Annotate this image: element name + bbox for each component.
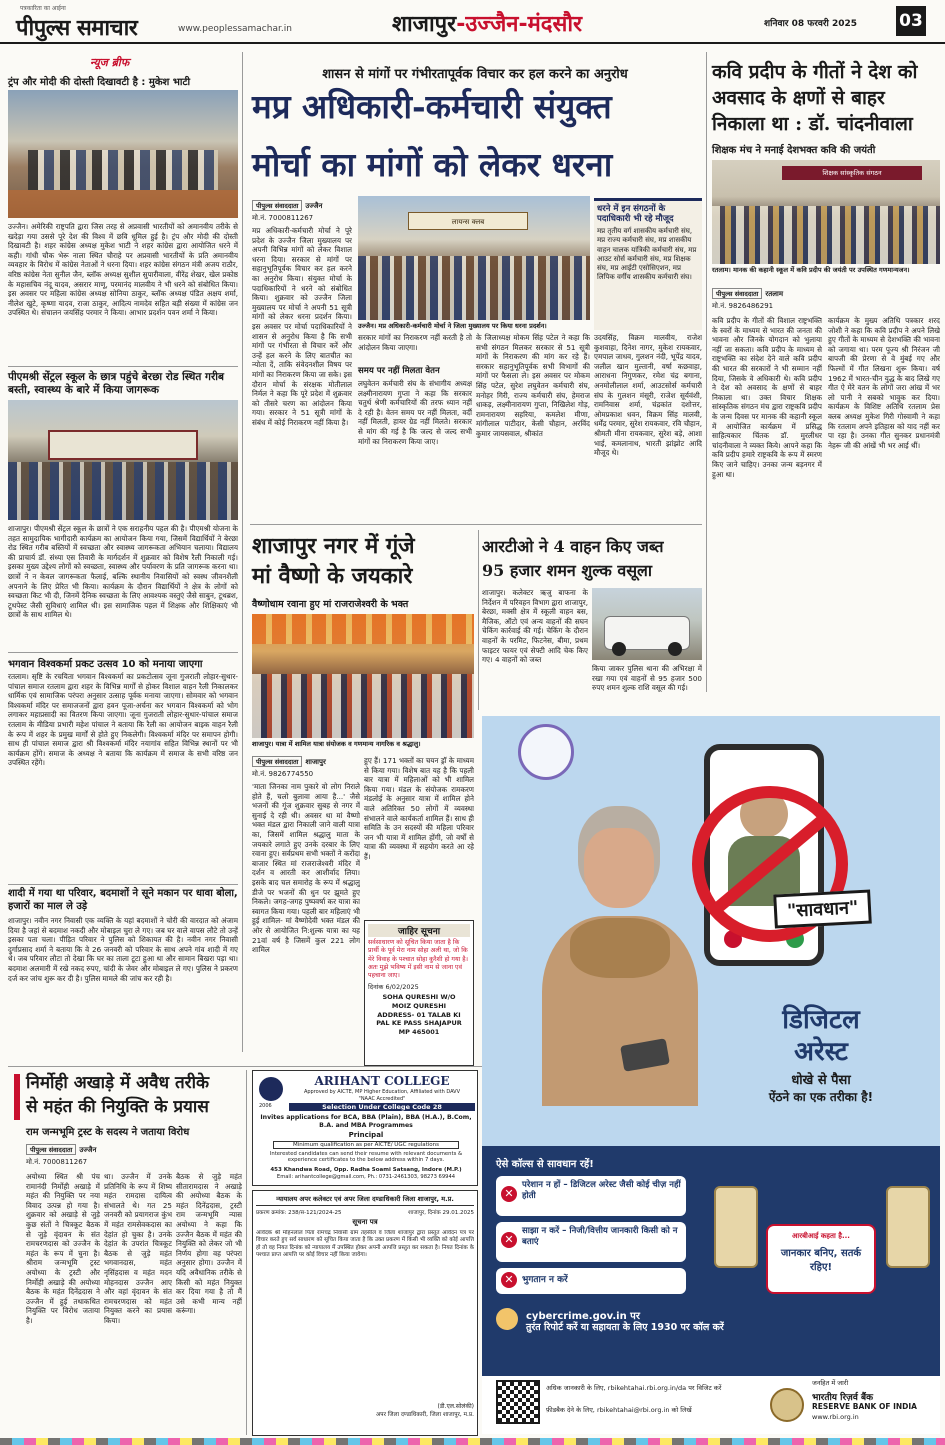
lead-photo bbox=[358, 196, 590, 320]
rto-body-2: किया जाकर पुलिस थाना की अभिरक्षा में रखा गया एवं वाहनों से 95 हजार 500 रुपए शमन शुल्क राशि वसूल की गई। bbox=[592, 664, 702, 693]
column-rule bbox=[242, 52, 243, 1052]
money-roll-icon bbox=[714, 1186, 758, 1268]
vishwakarma-body: रतलाम। सृष्टि के रचयिता भगवान विश्वकर्मा का प्रकटोत्सव जूना गुजराती लोहार-सुथार-पांचाल समाज रतलाम द्वारा शहर के विभिन्न मार्गों से होकर विशाल वाहन रैली निकालकर धार्मिक एवं सामाजिक परंपरा अनुसार उत्साह पूर्वक मनाया जाएगा। सोमवार को भगवान विश्वकर्मा मंदिर पर समाजजनों द्वारा हवन पूजा-अर्चना कर भगवान विश्वकर्मा को भोग लगाकर महाप्रसादी का वितरण किया जाएगा। जूना गुजराती लोहार-सुथार-पांचाल समाज रतलाम के मीडिया प्रभारी महेश पांचाल ने बताया कि रैली का आयोजन बाइक वाहन रैली के रूप में शहर के प्रमुख मार्गों से होते हुए निकलेगी। विश्वकर्मा मंदिर पर समापन होगी। साथ ही पांचाल समाज द्वारा श्री विश्वकर्मा मंदिर नयागांव सहित विभिन्न स्थानों पर भी कार्यक्रम होंगे। समाज के अध्यक्ष ने बताया कि कार्यक्रम में समाज के सभी वरिष्ठ जन उपस्थित रहेंगे। bbox=[8, 672, 238, 768]
cross-icon: ✕ bbox=[501, 1186, 517, 1202]
notice-addr-1: ADDRESS- 01 TALAB KI bbox=[377, 1010, 461, 1019]
lead-mobile: मो.नं. 7000811267 bbox=[252, 214, 314, 222]
notice-box bbox=[364, 920, 474, 1066]
cyber-text: तुरंत रिपोर्ट करें या सहायता के लिए 1930 पर कॉल करें bbox=[526, 1322, 724, 1333]
lead-col4: उदयसिंह, विक्रम मालवीय, राजेश कुशवाहा, दिनेश नागर, मुकेश रायकवार, एमपाल जाधव, गुलशन नंदी, भूपेंद्र यादव, जलील खान मुल्तानी, वर्षा कछवाहा, आराधना निगुणकर, रमेश चंद्र बगाना, अनमोलीलाल शर्मा, आउटसोर्स कर्मचारी संघ के गुलशन मंसूरी, राजेश सूर्यवंशी, रामनिवास शर्मा, चंद्रकांत दशोत्तर, ओमप्रकाश धवन, विक्रम सिंह मालवी, धर्मेंद्र परमार, सुरेश रायकवार, रवि चौहान, श्रीमती मीना रायकवार, सुरेश बड़े, आशा भाई, कमलानाथ, भारती झांझोट आदि मौजूद थे। bbox=[594, 333, 702, 458]
column-rule bbox=[246, 1070, 247, 1435]
notice-name-1: SOHA QURESHI W/O bbox=[382, 993, 456, 1002]
print-registration bbox=[0, 1438, 945, 1445]
lead-caption: उज्जैन। मप्र अधिकारी-कर्मचारी मोर्चा ने जिला मुख्यालय पर किया धरना प्रदर्शन। bbox=[358, 322, 547, 330]
nirmohi-body-3: बैठक से जुड़े महंत सीतारामदास ने अखाड़े की अयोध्या बैठक के महंत दिनेंद्रदास, ट्रस्टी राम जन्मभूमि न्यास अयोध्या ने कहा कि उज्जैन बैठक में महंत की नियुक्ति को लेकर जो भी निर्णय होगा वह परंपरा अनुसार होगा। उज्जैन में यदि अवैधानिक तरीके से किसी को महंत नियुक्त कर दिया गया है तो मैं उसे कभी मान्य नहीं करूंगा। bbox=[176, 1172, 242, 1316]
issued-by: जनहित में जारी bbox=[812, 1379, 849, 1387]
nirmohi-kicker: राम जन्मभूमि ट्रस्ट के सदस्य ने जताया विरोध bbox=[26, 1127, 190, 1138]
rbi-ad[interactable] bbox=[482, 716, 940, 1434]
tip-1 bbox=[496, 1176, 686, 1216]
notice-addr-3: MP 465001 bbox=[398, 1027, 440, 1036]
bank-name-hi: भारतीय रिज़र्व बैंक bbox=[812, 1393, 874, 1403]
ad-subtitle-2: ऐंठने का एक तरीका है! bbox=[768, 1090, 874, 1104]
shajapur-body-1: 'माता जिनका नाम पुकारे वो लोग निराले होते हैं, चलो बुलावा आया है...' जैसे भजनों की गूंज शुक्रवार सुबह से नगर में सुनाई दे रही थी। अवसर था मां वैष्णो भक्त मंडल द्वारा निकाली जाने वाली यात्रा का, जिसमें शामिल श्रद्धालु माता के जयकारे लगाते हुए उनके दरबार के लिए रवाना हुए। सर्वप्रथम सभी भक्तों ने करोंदा बाजार स्थित मां राजराजेश्वरी मंदिर में दर्शन व आरती कर आशीर्वाद लिया। इसके बाद चल समारोह के रूप में श्रद्धालु डीजे पर भजनों की धुन पर झूमते हुए निकले। जगह-जगह पुष्पवर्षा कर यात्रा का स्वागत किया गया। पहली बार महिलाएं भी हुई शामिल- मां वैष्णोदेवी भक्त मंडल की ओर से आयोजित नि:शुल्क यात्रा का यह 21वां वर्ष है जिसमें कुल 221 लोग शामिल bbox=[252, 782, 360, 955]
lead-col2: सरकार मांगों का निराकरण नहीं करती है तो आंदोलन किया जाएगा। bbox=[358, 333, 472, 352]
nirmohi-body-2: था। उज्जैन में उनके प्रतिनिधि के रूप में शिष्य महंत रामदास दायित्व संभालते थे। गत 25 जनवरी को प्रयागराज कुंभ में महंत रामसेवकदास का देहांत हो चुका है। उनके देहांत के उपरांत चित्रकूट बैठक से जुड़े महंत भगवानदास, महंत नृसिंहदास व महंत मदन मोहनदास उज्जैन आए और वहां वृंदावन के संत रामचरणदास को महंत नियुक्त करने का प्रयास किया। bbox=[104, 1172, 172, 1325]
divider bbox=[8, 652, 238, 653]
lead-body-1: मप्र अधिकारी-कर्मचारी मोर्चा ने पूरे प्रदेश के उज्जैन जिला मुख्यालय पर अपनी विभिन्न मांगों को लेकर विशाल धरना दिया। सरकार से मांगों पर सहानुभूतिपूर्वक विचार कर हल करने का अनुरोध किया। संयुक्त मोर्चा के पदाधिकारियों ने धरने को संबोधित किया। शुक्रवार को उज्जैन जिला मुख्यालय पर मोर्चा ने अपनी 51 सूत्री मांगों को लेकर धरना प्रदर्शन किया। इस अवसर पर मोर्चा पदाधिकारियों ने शासन से अनुरोध किया है कि सभी मांगों पर गंभीरता से विचार करें और उन्हें हल करने के लिए बातचीत का न्योता दें, ताकि संवेदनशील विषय पर मांगों का निराकरण किया जा सके। इस दौरान मोर्चा के संरक्षक मोतीलाल निर्मल ने कहा कि पूरे प्रदेश में शुक्रवार को तीसरे चरण का आंदोलन किया गया। सरकार ने 51 सूत्री मांगों के संबंध में कोई निराकरण नहीं किया है। bbox=[252, 226, 352, 427]
court-signature: (डी.एल.सोलंकी) bbox=[437, 1403, 474, 1410]
notice-title: जाहिर सूचना bbox=[368, 924, 470, 937]
kavi-photo bbox=[712, 160, 940, 264]
court-case-no: प्रकरण क्रमांक: 238/स-121/2024-25 bbox=[256, 1210, 342, 1216]
arihant-approved: Approved by AICTE, MP Higher Education, Affiliated with DAVV bbox=[303, 1089, 461, 1095]
kavi-byline bbox=[712, 288, 783, 299]
arihant-name: ARIHANT COLLEGE bbox=[314, 1074, 450, 1088]
nirmohi-headline-1: निर्मोही अखाड़े में अवैध तरीके bbox=[26, 1073, 210, 1093]
lead-headline-1: मप्र अधिकारी-कर्मचारी संयुक्त bbox=[252, 87, 612, 126]
court-designation: अपर जिला दण्डाधिकारी, जिला शाजापुर, म.प्र. bbox=[375, 1412, 474, 1418]
sticker-line-1: आरबीआई कहता है... bbox=[792, 1232, 850, 1240]
arihant-naac: "NAAC Accredited" bbox=[358, 1096, 406, 1102]
shajapur-photo bbox=[252, 614, 474, 738]
shajapur-body-2: हुए हैं। 171 भक्तों का चयन ड्रॉ के माध्यम से किया गया। विशेष बात यह है कि पहली बार यात्रा में महिलाओं को भी शामिल किया गया। मंडल के संयोजक रामकरण मंडलोई के अनुसार यात्रा में शामिल होने वाले अतिरिक्त 50 लोगों में व्यवस्था संभालने वाले कार्यकर्ता शामिल हैं। साथ ही समिति के उन सदस्यों की महिला परिवार जन भी यात्रा में शामिल होंगी, जो वर्षों से यात्रा की व्यवस्था में सहयोग करते आ रहे हैं। bbox=[364, 756, 474, 861]
byline-name: पीपुल्स संवाददाता bbox=[252, 200, 302, 211]
court-header: न्यायालय अपर कलेक्टर एवं अपर जिला दण्डाधिकारी जिला शाजापुर, म.प्र. bbox=[256, 1194, 474, 1206]
marriage-headline: शादी में गया था परिवार, बदमाशों ने सूने मकान पर धावा बोला, हजारों का माल ले उड़े bbox=[8, 888, 238, 912]
vishwakarma-headline: भगवान विश्वकर्मा प्रकट उत्सव 10 को मनाया जाएगा bbox=[8, 659, 203, 670]
cross-icon: ✕ bbox=[501, 1272, 517, 1288]
kavi-caption: रतलाम। मानक की कहानी स्कूल में कवि प्रदीप की जयंती पर उपस्थित गणमान्यजन। bbox=[712, 266, 910, 274]
arihant-ad[interactable] bbox=[252, 1070, 478, 1186]
section-title-a: शाजापुर bbox=[392, 12, 457, 37]
cyber-url[interactable]: cybercrime.gov.in पर bbox=[526, 1311, 640, 1322]
calls-title: ऐसे कॉल्स से सावधान रहें! bbox=[496, 1159, 594, 1170]
campaign-logo bbox=[518, 724, 574, 780]
nirmohi-body-1: अयोध्या स्थित श्री पंच रामानंदी निर्मोही अखाड़े में महंत की नियुक्ति पर नया विवाद उत्पन्न हो गया है। शुक्रवार को अखाड़े से जुड़े कुछ संतों ने चित्रकूट बैठक से जुड़े वृंदावन के संत रामचरणदास को उज्जैन के महंत के रूप में चुना है। श्रीराम जन्मभूमि ट्रस्ट अयोध्या के ट्रस्टी और निर्मोही अखाड़े की अयोध्या बैठक के महंत दिनेंद्रदास ने उज्जैन में हुई तथाकथित नियुक्ति पर विरोध जताया है। bbox=[26, 1172, 100, 1325]
arihant-year: 2006 bbox=[259, 1103, 272, 1109]
pmshri-body: शाजापुर। पीएमश्री सेंट्रल स्कूल के छात्रों ने एक सराहनीय पहल की है। पीएमश्री योजना के तहत सामुदायिक भागीदारी कार्यक्रम का आयोजन किया गया, जिसमें विद्यार्थियों ने बेरछा रोड स्थित गरीब बस्तियों में स्वच्छता और स्वास्थ्य जागरूकता अभियान चलाया। विद्यालय की प्राचार्य डॉ. संध्या एस तिवारी के मार्गदर्शन में शुक्रवार को विशेष रैली निकाली गई। इसका मुख्य उद्देश्य लोगों को स्वच्छता, स्वास्थ्य और पर्यावरण के प्रति जागरूक करना था। छात्रों ने न केवल जागरूकता फैलाई, बल्कि स्थानीय निवासियों को स्वस्थ जीवनशैली अपनाने के लिए प्रेरित भी किया। कार्यक्रम के दौरान विद्यार्थियों ने क्षेत्र के लोगों को स्वच्छता किट भी दी, जिनमें दैनिक स्वच्छता के लिए आवश्यक वस्तुएं जैसे साबुन, टूथब्रश, टूथपेस्ट जैसी सुविधाएं शामिल थी। इस सामाजिक पहल में शिक्षक और शिक्षिकाएं भी छात्रों के साथ शामिल थे। bbox=[8, 524, 238, 620]
sticker bbox=[766, 1224, 876, 1294]
column-rule bbox=[478, 530, 479, 710]
shajapur-caption: शाजापुर। यात्रा में शामिल यात्रा संयोजक व गणमान्य नागरिक व श्रद्धालु। bbox=[252, 740, 421, 748]
brief-headline: ट्रंप और मोदी की दोस्ती दिखावटी है : मुकेश भाटी bbox=[8, 77, 191, 88]
byline-place: शाजापुर bbox=[305, 758, 326, 766]
rto-body-1: शाजापुर। कलेक्टर ऋजु बाफना के निर्देशन में परिवहन विभाग द्वारा शाजापुर, बेरछा, मक्सी क्षेत्र में स्कूली वाहन बस, मैजिक, ऑटो एवं अन्य वाहनों की सघन चेकिंग कार्रवाई की गई। चेकिंग के दौरान वाहनों के परमिट, फिटनेस, बीमा, प्रथम फाइटर फायर एवं सेफ्टी आदि चेक किए गए। 4 वाहनों को जब्त bbox=[482, 588, 588, 665]
notice-addr-2: PAL KE PASS SHAJAPUR bbox=[376, 1019, 462, 1028]
court-body: आवेदक श्री मोहनलाल पिता रामचंद्र निवासी ग्राम तहसील व जिला शाजापुर द्वारा प्रस्तुत आवेदन पत्र पर विचार करते हुए सर्व साधारण को सूचित किया जाता है कि उक्त प्रकरण में किसी भी व्यक्ति को कोई आपत्ति हो तो वह नियत दिनांक को न्यायालय में उपस्थित होकर अपनी आपत्ति प्रस्तुत कर सकता है। नियत दिनांक के पश्चात प्राप्त आपत्ति पर कोई विचार नहीं किया जावेगा। bbox=[256, 1230, 474, 1259]
marriage-body: शाजापुर। नवीन नगर निवासी एक व्यक्ति के यहां बदमाशों ने चोरी की वारदात को अंजाम दिया है जहां से बदमाश नकदी और मोबाइल चुरा ले गए। जब घर वाले वापस लौटे तो उन्हें इसका पता चला। पीड़ित परिवार ने पुलिस को शिकायत की है। नवीन नगर निवासी दुर्गाप्रसाद शर्मा ने बताया कि वे 26 जनवरी को परिवार के साथ अपने गांव शादी में गए थे। जब परिवार लौटा तो देखा कि घर का ताला टूटा हुआ था और सामान बिखरा पड़ा था। बदमाश अलमारी में रखे नकद रुपए, चांदी के जेवर और मोबाइल ले गए। पुलिस ने प्रकरण दर्ज कर जांच शुरू कर दी है। पुलिस मामले की जांच कर रही है। bbox=[8, 916, 238, 983]
notice-date: दिनांक 6/02/2025 bbox=[368, 983, 419, 992]
news-brief-label: न्यूज ब्रीफ bbox=[90, 56, 130, 69]
section-title-b: -उज्जैन-मंदसौर bbox=[456, 12, 583, 37]
court-title: सूचना पत्र bbox=[352, 1218, 378, 1226]
divider bbox=[8, 366, 238, 367]
notice-name-2: MOIZ QURESHI bbox=[391, 1002, 447, 1011]
arihant-invites: Invites applications for BCA, BBA (Plain), BBA (H.A.), B.Com, B.A. and MBA Programmes bbox=[260, 1114, 472, 1129]
court-notice bbox=[252, 1190, 478, 1436]
arihant-logo bbox=[259, 1077, 283, 1101]
rbi-logo-icon bbox=[770, 1388, 804, 1422]
nirmohi-mobile: मो.नं. 7000811267 bbox=[26, 1158, 88, 1166]
shajapur-headline-1: शाजापुर नगर में गूंजे bbox=[252, 533, 415, 559]
brief-body: उज्जैन। अमेरिकी राष्ट्रपति द्वारा जिस तरह से अप्रवासी भारतीयों को अमानवीय तरीके से खदेड़ा गया उससे पूरे देश की विश्व में छवि धूमिल हुई है। ट्रंप और मोदी की दोस्ती दिखावटी है। शहर कांग्रेस अध्यक्ष मुकेश भाटी ने शहर कांग्रेस द्वारा आयोजित धरने में कही। गांधी चौक भेरू नाला स्थित चौराहे पर अप्रवासी भारतीयों के प्रति अमानवीय व्यवहार के विरोध में कांग्रेस नेताओं ने धरना दिया। शहर कांग्रेस संगठन मंत्री अजय राठौर, वरिष्ठ कांग्रेस नेता सुनील जैन, ब्लॉक अध्यक्ष सुशील सुपारीवाला, वीरेंद्र शेखर, खेल प्रकोष्ठ के महासचिव नंदू यादव, असरार माणू, परमानंद मालवीय ने भी धरने को संबोधित किया। इस अवसर पर महिला कांग्रेस अध्यक्ष सोनिया ठाकुर, ब्लॉक अध्यक्ष पंडित अक्षय शर्मा, नीलेश खुटे, कृष्णा यादव, राजा ठाकुर, आदित्य नामदेव सहित बड़ी संख्या में कांग्रेस जन उपस्थित थे। संचालन जयसिंह परमार ने किया। आभार प्रदर्शन पवन शर्मा ने किया। bbox=[8, 222, 238, 318]
tip-3-text: भुगतान न करें bbox=[522, 1275, 568, 1285]
arihant-principal: Principal bbox=[348, 1131, 384, 1139]
rto-headline-1: आरटीओ ने 4 वाहन किए जब्त bbox=[482, 537, 664, 556]
kavi-headline-2: अवसाद के क्षणों से बाहर bbox=[712, 87, 885, 109]
qr-code[interactable] bbox=[496, 1380, 540, 1424]
lead-photo-banner: लायन्स क्लब bbox=[408, 212, 528, 230]
shajapur-mobile: मो.नं. 9826774550 bbox=[252, 770, 314, 778]
brand-tagline: पत्रकारिता का आईना bbox=[20, 5, 66, 12]
hand-pointer-icon bbox=[496, 1308, 518, 1330]
issue-date: शनिवार 08 फरवरी 2025 bbox=[764, 19, 858, 29]
ad-title-2: अरेस्ट bbox=[794, 1037, 848, 1067]
kavi-body-b: कार्यक्रम के मुख्य अतिथि पत्रकार शरद जोशी ने कहा कि कवि प्रदीप ने अपने लिखे हुए गीतों के माध्यम से देशभक्ति की भावना को जगाया था। परम पूज्य श्री निरंजन जी बापजी की प्रेरणा से वे मुंबई गए और फिल्मों में गीत लिखना शुरू किया। वर्ष 1962 में भारत-चीन युद्ध के बाद लिखे गए गीत ऐ मेरे वतन के लोगों जरा आंख में भर लो पानी ने सबको भावुक कर दिया। कार्यक्रम के विशिष्ट अतिथि रतलाम प्रेस क्लब अध्यक्ष मुकेश गिरी गोस्वामी ने कहा कि रतलाम अपने इतिहास को याद नहीं कर पा रहा है। उनका गीत सुनकर प्रधानमंत्री नेहरू जी की आंखें भी भर आई थीं। bbox=[828, 316, 940, 450]
column-rule bbox=[706, 52, 707, 692]
byline-place: उज्जैन bbox=[305, 202, 323, 210]
arihant-address: 453 Khandwa Road, Opp. Radha Soami Satsang, Indore (M.P.) bbox=[270, 1167, 462, 1173]
ad-subtitle-1: धोखे से पैसा bbox=[791, 1073, 851, 1088]
shajapur-byline bbox=[252, 756, 326, 767]
lead-kicker: शासन से मांगों पर गंभीरतापूर्वक विचार कर हल करने का अनुरोध bbox=[322, 67, 628, 82]
sidebox-title: धरने में इन संगठनों के पदाधिकारी भी रहे मौजूद bbox=[597, 204, 674, 224]
website[interactable]: www.peoplessamachar.in bbox=[178, 24, 292, 34]
arihant-selection: Selection Under College Code 28 bbox=[289, 1103, 475, 1111]
arihant-email: Email: arihantcollege@gmail.com, Ph.: 0731-2461303, 98273 69944 bbox=[276, 1174, 456, 1180]
more-info[interactable]: अधिक जानकारी के लिए, rbikehtahai.rbi.org.in/da पर विजिट करें bbox=[546, 1384, 722, 1392]
byline-name: पीपुल्स संवाददाता bbox=[252, 756, 302, 767]
feedback[interactable]: फ़ीडबैक देने के लिए, rbikehtahai@rbi.org.in को लिखें bbox=[546, 1406, 692, 1414]
arihant-qualification: Minimum qualification as per AICTE/ UGC regulations bbox=[273, 1141, 459, 1149]
kavi-headline-3: निकाला था : डॉ. चांदनीवाला bbox=[712, 113, 913, 135]
page-number: 03 bbox=[896, 6, 926, 36]
arihant-interested: Interested candidates can send their resume with relevant documents & experience certificates to the below address within 7 days. bbox=[269, 1151, 463, 1164]
kavi-mobile: मो.नं. 9826486291 bbox=[712, 302, 774, 310]
divider bbox=[250, 524, 702, 525]
brief-photo bbox=[8, 90, 238, 218]
byline-place: उज्जैन bbox=[79, 1146, 97, 1154]
tip-3 bbox=[496, 1268, 686, 1294]
lead-sidebox bbox=[594, 198, 702, 330]
rto-headline-2: 95 हजार शमन शुल्क वसूला bbox=[482, 561, 653, 580]
sidebox-body: मप्र तृतीय वर्ग शासकीय कर्मचारी संघ, मप्र राज्य कर्मचारी संघ, मप्र शासकीय वाहन चालक यांत्रिकी कर्मचारी संघ, मप्र आउट सोर्स कर्मचारी संघ, मप्र शिक्षक संघ, मप्र आईटी एसोसिएशन, मप्र लिपिक वर्गीय शासकीय कर्मचारी संघ। bbox=[597, 227, 697, 282]
masthead bbox=[0, 0, 945, 44]
rto-photo bbox=[592, 588, 702, 660]
byline-name: पीपुल्स संवाददाता bbox=[712, 288, 762, 299]
shajapur-headline-2: मां वैष्णो के जयकारे bbox=[252, 563, 413, 589]
court-case-date: शाजापुर, दिनांक 29.01.2025 bbox=[408, 1210, 474, 1216]
warning-label: "सावधान" bbox=[773, 889, 872, 928]
cyber-row[interactable] bbox=[496, 1304, 746, 1364]
kavi-kicker: शिक्षक मंच ने मनाई देशभक्त कवि की जयंती bbox=[712, 145, 876, 156]
tip-2 bbox=[496, 1222, 686, 1262]
kavi-body-a: कवि प्रदीप के गीतों की विशाल राष्ट्रभक्ति के स्वरों के माध्यम से भारत की जनता की भावना और जिनके योगदान को भुलाया नहीं जा सकता। कवि प्रदीप के माध्यम से राष्ट्रभक्ति का संदेश देने वाले कवि प्रदीप की भारत की सरकारों ने भी सम्मान नहीं दिया, जिसके वे अधिकारी थे। कवि प्रदीप ने देश को अवसाद के क्षणों से बाहर निकाला था। उक्त विचार शिक्षक सांस्कृतिक संगठन मंच द्वारा राष्ट्रकवि प्रदीप के जन्म दिवस पर मानक की कहानी स्कूल में आयोजित कार्यक्रम में प्रसिद्ध साहित्यकार चिंतक डॉ. मुरलीधर चांदनीवाला ने व्यक्त किये। आपने कहा कि कवि प्रदीप हमारे राष्ट्रकवि के रूप में स्मरण किए जाने चाहिए। उनका जन्म बड़नगर में हुआ था। bbox=[712, 316, 822, 479]
bank-name-en: RESERVE BANK OF INDIA bbox=[812, 1402, 917, 1411]
money-roll-icon bbox=[886, 1186, 930, 1268]
headline-bar bbox=[14, 1074, 20, 1120]
byline-name: पीपुल्स संवाददाता bbox=[26, 1144, 76, 1155]
lead-byline bbox=[252, 200, 322, 211]
tip-1-text: परेशान न हों – डिजिटल अरेस्ट जैसी कोई चीज़ नहीं होती bbox=[522, 1180, 681, 1201]
section-title bbox=[392, 8, 582, 38]
kavi-headline-1: कवि प्रदीप के गीतों ने देश को bbox=[712, 61, 918, 83]
nirmohi-headline-2: से महंत की नियुक्ति के प्रयास bbox=[26, 1097, 209, 1117]
brand-logo: पीपुल्स समाचार bbox=[16, 15, 138, 41]
notice-body: सर्वसाधारण को सूचित किया जाता है कि प्रार्थी के पूर्व मेरा नाम सोहा अली था, जो कि मेरे विवाह के पश्चात सोहा कुरैशी हो गया है। अतः मुझे भविष्य में इसी नाम से जाना एवं पहचाना जाए। bbox=[368, 939, 468, 980]
shajapur-kicker: वैष्णोधाम रवाना हुए मां राजराजेश्वरी के भक्त bbox=[252, 599, 409, 610]
pmshri-headline: पीएमश्री सेंट्रल स्कूल के छात्र पहुंचे बेरछा रोड स्थित गरीब बस्ती, स्वास्थ्य के बारे में किया जागरूक bbox=[8, 371, 224, 396]
pmshri-photo bbox=[8, 400, 238, 520]
lead-col3: के जिलाध्यक्ष मोकम सिंह पटेल ने कहा कि सभी संगठन मिलकर सरकार से 51 सूत्री मांगों के निराकरण की मांग कर रहे हैं। सरकार सहानुभूतिपूर्वक सभी विभागों की मांगों पर फैसला ले। इस अवसर पर मोकम सिंह पटेल, सुरेश लघुवेतन कर्मचारी संघ, मनोहर गिरी, राज्य कर्मचारी संघ, हेमराज धाकड़, लक्ष्मीनारायण गुप्ता, निखिलेश गोड़, रामनारायण सहरिया, कमलेश मीणा, मांगीलाल पाटीदार, केसी चौहान, अरविंद कुमार जायसवाल, श्रीकांत bbox=[476, 333, 590, 438]
lead-subhead: समय पर नहीं मिलता वेतन bbox=[358, 366, 440, 376]
bank-url[interactable]: www.rbi.org.in bbox=[812, 1413, 859, 1421]
ad-title-1: डिजिटल bbox=[782, 1005, 860, 1035]
sticker-line-2: जानकार बनिए, सतर्क रहिए! bbox=[780, 1248, 862, 1273]
kavi-photo-banner: शिक्षक सांस्कृतिक संगठन bbox=[782, 166, 922, 180]
byline-place: रतलाम bbox=[765, 290, 784, 298]
divider bbox=[8, 1066, 482, 1067]
nirmohi-byline bbox=[26, 1144, 96, 1155]
tip-2-text: साझा न करें – निजी/वित्तीय जानकारी किसी को न बताएं bbox=[522, 1226, 678, 1247]
lead-col2b: लघुवेतन कर्मचारी संघ के संभागीय अध्यक्ष लक्ष्मीनारायण गुप्ता ने कहा कि सरकार चतुर्थ श्रेणी कर्मचारियों की तरफ ध्यान नहीं दे रही है। वेतन समय पर नहीं मिलता, वर्दी नहीं मिलती, हायर ग्रेड नहीं मिलते। सरकार से मांग की गई है कि जल्द से जल्द सभी मांगों का निराकरण किया जाए। bbox=[358, 379, 472, 446]
lead-headline-2: मोर्चा का मांगों को लेकर धरना bbox=[252, 145, 613, 184]
woman-illustration bbox=[522, 806, 712, 1106]
divider bbox=[8, 884, 238, 885]
cross-icon: ✕ bbox=[501, 1232, 517, 1248]
